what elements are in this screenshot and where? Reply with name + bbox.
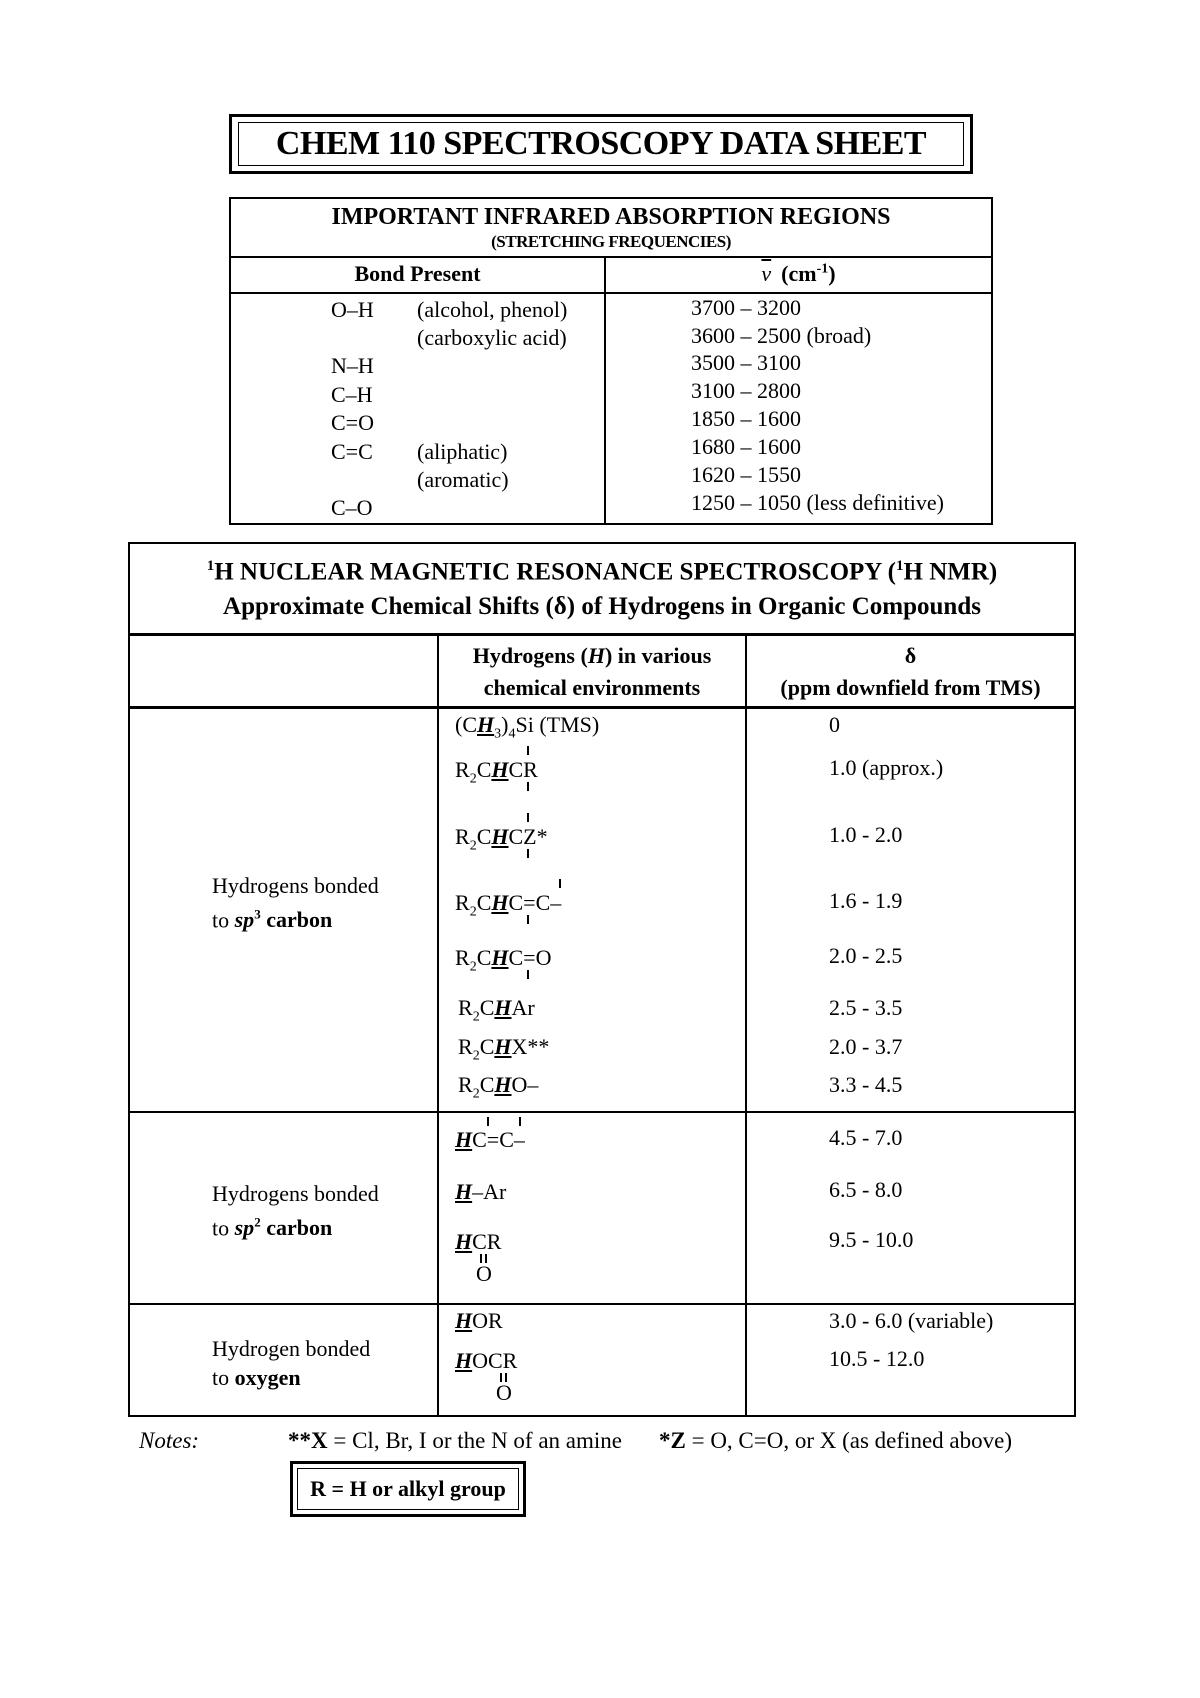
bond-tick: [519, 1117, 521, 1126]
ir-note: (aliphatic): [417, 439, 508, 464]
group-label-sp: sp: [234, 1215, 255, 1241]
freq-unit-close: ): [828, 261, 836, 286]
delta-symbol: δ: [553, 593, 567, 620]
env-row: [455, 890, 561, 920]
env-h: H: [494, 1072, 512, 1097]
nu-bar-symbol: $\overline{\nu}$: [761, 261, 772, 286]
env-sub: 2: [472, 1009, 480, 1025]
shift-value: 1.0 (approx.): [829, 755, 944, 780]
env-h: H: [494, 995, 512, 1020]
env-h: H: [491, 890, 509, 915]
col-env-text: ) in various: [604, 643, 712, 668]
heading-sup2: 1: [896, 558, 904, 574]
ir-note: (aromatic): [417, 467, 509, 492]
env-row: [458, 1072, 538, 1102]
shift-value: 9.5 - 10.0: [829, 1227, 914, 1252]
env-text: C=O: [508, 945, 552, 970]
nmr-divider: [130, 633, 1074, 636]
env-text: C=C–: [472, 1127, 525, 1152]
env-sub: 2: [469, 904, 477, 920]
env-row: [458, 1034, 549, 1064]
env-text: –Ar: [472, 1179, 507, 1204]
env-text: Ar: [511, 995, 535, 1020]
group-label-text: to: [212, 907, 235, 933]
bond-tick: [559, 879, 561, 888]
env-text: OR: [472, 1308, 503, 1333]
shift-value: 1.0 - 2.0: [829, 822, 903, 847]
ir-subheading: (STRETCHING FREQUENCIES): [491, 232, 731, 251]
ir-table: [229, 197, 993, 525]
shift-value: 6.5 - 8.0: [829, 1177, 903, 1202]
env-row: [458, 995, 535, 1025]
shift-value: 0: [829, 712, 840, 737]
nmr-header-divider: [130, 706, 1074, 709]
group-label-exp: 3: [254, 907, 261, 922]
nmr-column-divider: [437, 634, 439, 1415]
ir-bond: O–H: [331, 297, 374, 322]
env-text: C: [476, 890, 492, 915]
group-label-text: Hydrogens bonded: [212, 873, 379, 898]
note-z-text: = O, C=O, or X (as defined above): [685, 1428, 1012, 1453]
env-text: R: [455, 890, 470, 915]
nmr-divider: [130, 1111, 1074, 1113]
env-sub: 2: [469, 838, 477, 854]
env-row: [455, 1308, 503, 1334]
env-row: [455, 1229, 501, 1255]
env-text: R: [458, 995, 473, 1020]
ir-bond: C=C: [331, 439, 373, 464]
ir-bond: C–O: [331, 495, 373, 520]
ir-divider: [231, 256, 991, 258]
shift-value: 10.5 - 12.0: [829, 1346, 925, 1371]
note-x-symbol: **X: [288, 1428, 328, 1453]
env-h: H: [491, 945, 509, 970]
col-env-text: Hydrogens (: [472, 643, 588, 668]
group-label-oxygen: [212, 1334, 370, 1392]
group-label-sp3: [212, 871, 379, 934]
env-text: R: [458, 1034, 473, 1059]
env-h: H: [494, 1034, 512, 1059]
env-h: H: [491, 824, 509, 849]
env-tms: [455, 712, 599, 742]
env-row: [455, 757, 538, 787]
nmr-table: [128, 542, 1076, 1417]
group-label-text: Hydrogen bonded: [212, 1336, 371, 1361]
note-x: [288, 1428, 622, 1454]
env-text: C: [479, 995, 495, 1020]
env-text: X**: [511, 1034, 550, 1059]
env-text: OCR: [472, 1348, 518, 1373]
env-text: R: [455, 757, 470, 782]
env-sub: 2: [469, 771, 477, 787]
note-z: [659, 1428, 1012, 1454]
env-text: R: [455, 824, 470, 849]
heading-text-a: H NUCLEAR MAGNETIC RESONANCE SPECTROSCOPY (: [214, 558, 897, 586]
env-sub: 2: [472, 1048, 480, 1064]
carbonyl-oxygen: O: [476, 1261, 492, 1286]
env-row: [455, 1127, 525, 1153]
env-h: H: [455, 1348, 473, 1373]
ir-freq: 3700 – 3200: [691, 295, 801, 320]
env-text: R: [458, 1072, 473, 1097]
env-text: CR: [472, 1229, 502, 1254]
shift-value: 4.5 - 7.0: [829, 1125, 903, 1150]
subheading-b: ) of Hydrogens in Organic Compounds: [566, 593, 981, 620]
bond-tick: [527, 813, 529, 822]
nmr-heading: [130, 558, 1074, 586]
ir-freq: 3600 – 2500 (broad): [691, 323, 872, 348]
col-shift-header: [747, 640, 1074, 704]
nmr-column-divider: [745, 634, 747, 1415]
r-definition-box: [290, 1461, 526, 1517]
group-label-text: carbon: [260, 907, 333, 933]
env-row: [455, 945, 551, 975]
ir-freq: 1620 – 1550: [691, 462, 801, 487]
shift-value: 1.6 - 1.9: [829, 888, 903, 913]
env-text: C: [479, 1072, 495, 1097]
bond-tick: [527, 970, 529, 979]
note-x-text: = Cl, Br, I or the N of an amine: [327, 1428, 622, 1453]
col-shift-text: (ppm downfield from TMS): [780, 675, 1041, 700]
carbonyl-oxygen: O: [496, 1380, 512, 1405]
page-title: CHEM 110 SPECTROSCOPY DATA SHEET: [238, 122, 964, 166]
shift-value: 2.0 - 3.7: [829, 1034, 903, 1059]
col-env-h: H: [587, 643, 605, 668]
ir-col-freq-header: [606, 261, 991, 287]
env-sub: 2: [472, 1086, 480, 1102]
bond-tick: [527, 915, 529, 924]
env-text: CZ*: [508, 824, 548, 849]
col-env-header: [439, 640, 745, 704]
group-label-text: to: [212, 1215, 235, 1241]
shift-value: 3.0 - 6.0 (variable): [829, 1308, 994, 1333]
ir-bond: C=O: [331, 410, 374, 435]
env-h: H: [491, 757, 509, 782]
ir-header-divider: [231, 292, 991, 294]
env-sub: 3: [494, 726, 502, 742]
shift-value: 2.0 - 2.5: [829, 943, 903, 968]
env-h: H: [455, 1179, 473, 1204]
env-text: ): [501, 712, 509, 737]
env-text: C: [476, 945, 492, 970]
ir-column-divider: [604, 258, 606, 523]
ir-freq: 1850 – 1600: [691, 406, 801, 431]
ir-freq: 1680 – 1600: [691, 434, 801, 459]
group-label-text: carbon: [260, 1215, 333, 1241]
note-z-symbol: *Z: [659, 1428, 686, 1453]
env-sub: 2: [469, 959, 477, 975]
freq-unit: (cm: [781, 261, 817, 286]
ir-bond: C–H: [331, 382, 373, 407]
ir-freq: 3100 – 2800: [691, 378, 801, 403]
ir-heading: IMPORTANT INFRARED ABSORPTION REGIONS: [331, 204, 891, 230]
ir-note: (carboxylic acid): [417, 325, 567, 350]
nmr-divider: [130, 1303, 1074, 1305]
env-h: H: [455, 1127, 473, 1152]
env-text: Si: [515, 712, 534, 737]
bond-tick: [527, 782, 529, 791]
group-label-exp: 2: [254, 1215, 261, 1230]
notes-label: Notes:: [139, 1428, 200, 1453]
nmr-subheading: [130, 593, 1074, 621]
r-definition: R = H or alkyl group: [297, 1468, 519, 1510]
ir-note: (alcohol, phenol): [417, 297, 568, 322]
heading-text-b: H NMR): [903, 558, 998, 586]
env-text: (C: [455, 712, 477, 737]
heading-sup: 1: [206, 558, 215, 574]
env-text: R: [455, 945, 470, 970]
env-text: C: [476, 824, 492, 849]
ir-col-bond-header: Bond Present: [354, 261, 481, 286]
env-text: CR: [508, 757, 538, 782]
env-row: [455, 824, 548, 854]
env-text: (TMS): [533, 712, 600, 737]
group-label-text: Hydrogens bonded: [212, 1181, 379, 1206]
ir-bond: N–H: [331, 353, 374, 378]
ir-freq: 3500 – 3100: [691, 350, 801, 375]
env-text: C=C–: [508, 890, 562, 915]
env-row: [455, 1348, 517, 1374]
env-text: C: [479, 1034, 495, 1059]
group-label-text: to: [212, 1365, 235, 1390]
env-h: H: [455, 1229, 473, 1254]
env-text: O–: [511, 1072, 539, 1097]
bond-tick: [487, 1117, 489, 1126]
shift-value: 2.5 - 3.5: [829, 995, 903, 1020]
group-label-text: oxygen: [234, 1365, 301, 1390]
group-label-sp: sp: [234, 907, 255, 933]
title-box: [229, 114, 973, 174]
env-h: H: [455, 1308, 473, 1333]
freq-unit-exponent: -1: [816, 261, 829, 277]
shift-value: 3.3 - 4.5: [829, 1072, 903, 1097]
env-sub: 4: [508, 726, 516, 742]
group-label-sp2: [212, 1179, 379, 1242]
env-h: H: [477, 712, 495, 737]
bond-tick: [527, 849, 529, 858]
env-row: [455, 1179, 506, 1205]
subheading-a: Approximate Chemical Shifts (: [223, 593, 554, 620]
delta-symbol: δ: [904, 643, 917, 668]
bond-tick: [527, 746, 529, 755]
col-env-text: chemical environments: [483, 675, 701, 700]
env-text: C: [476, 757, 492, 782]
ir-freq: 1250 – 1050 (less definitive): [691, 490, 944, 515]
